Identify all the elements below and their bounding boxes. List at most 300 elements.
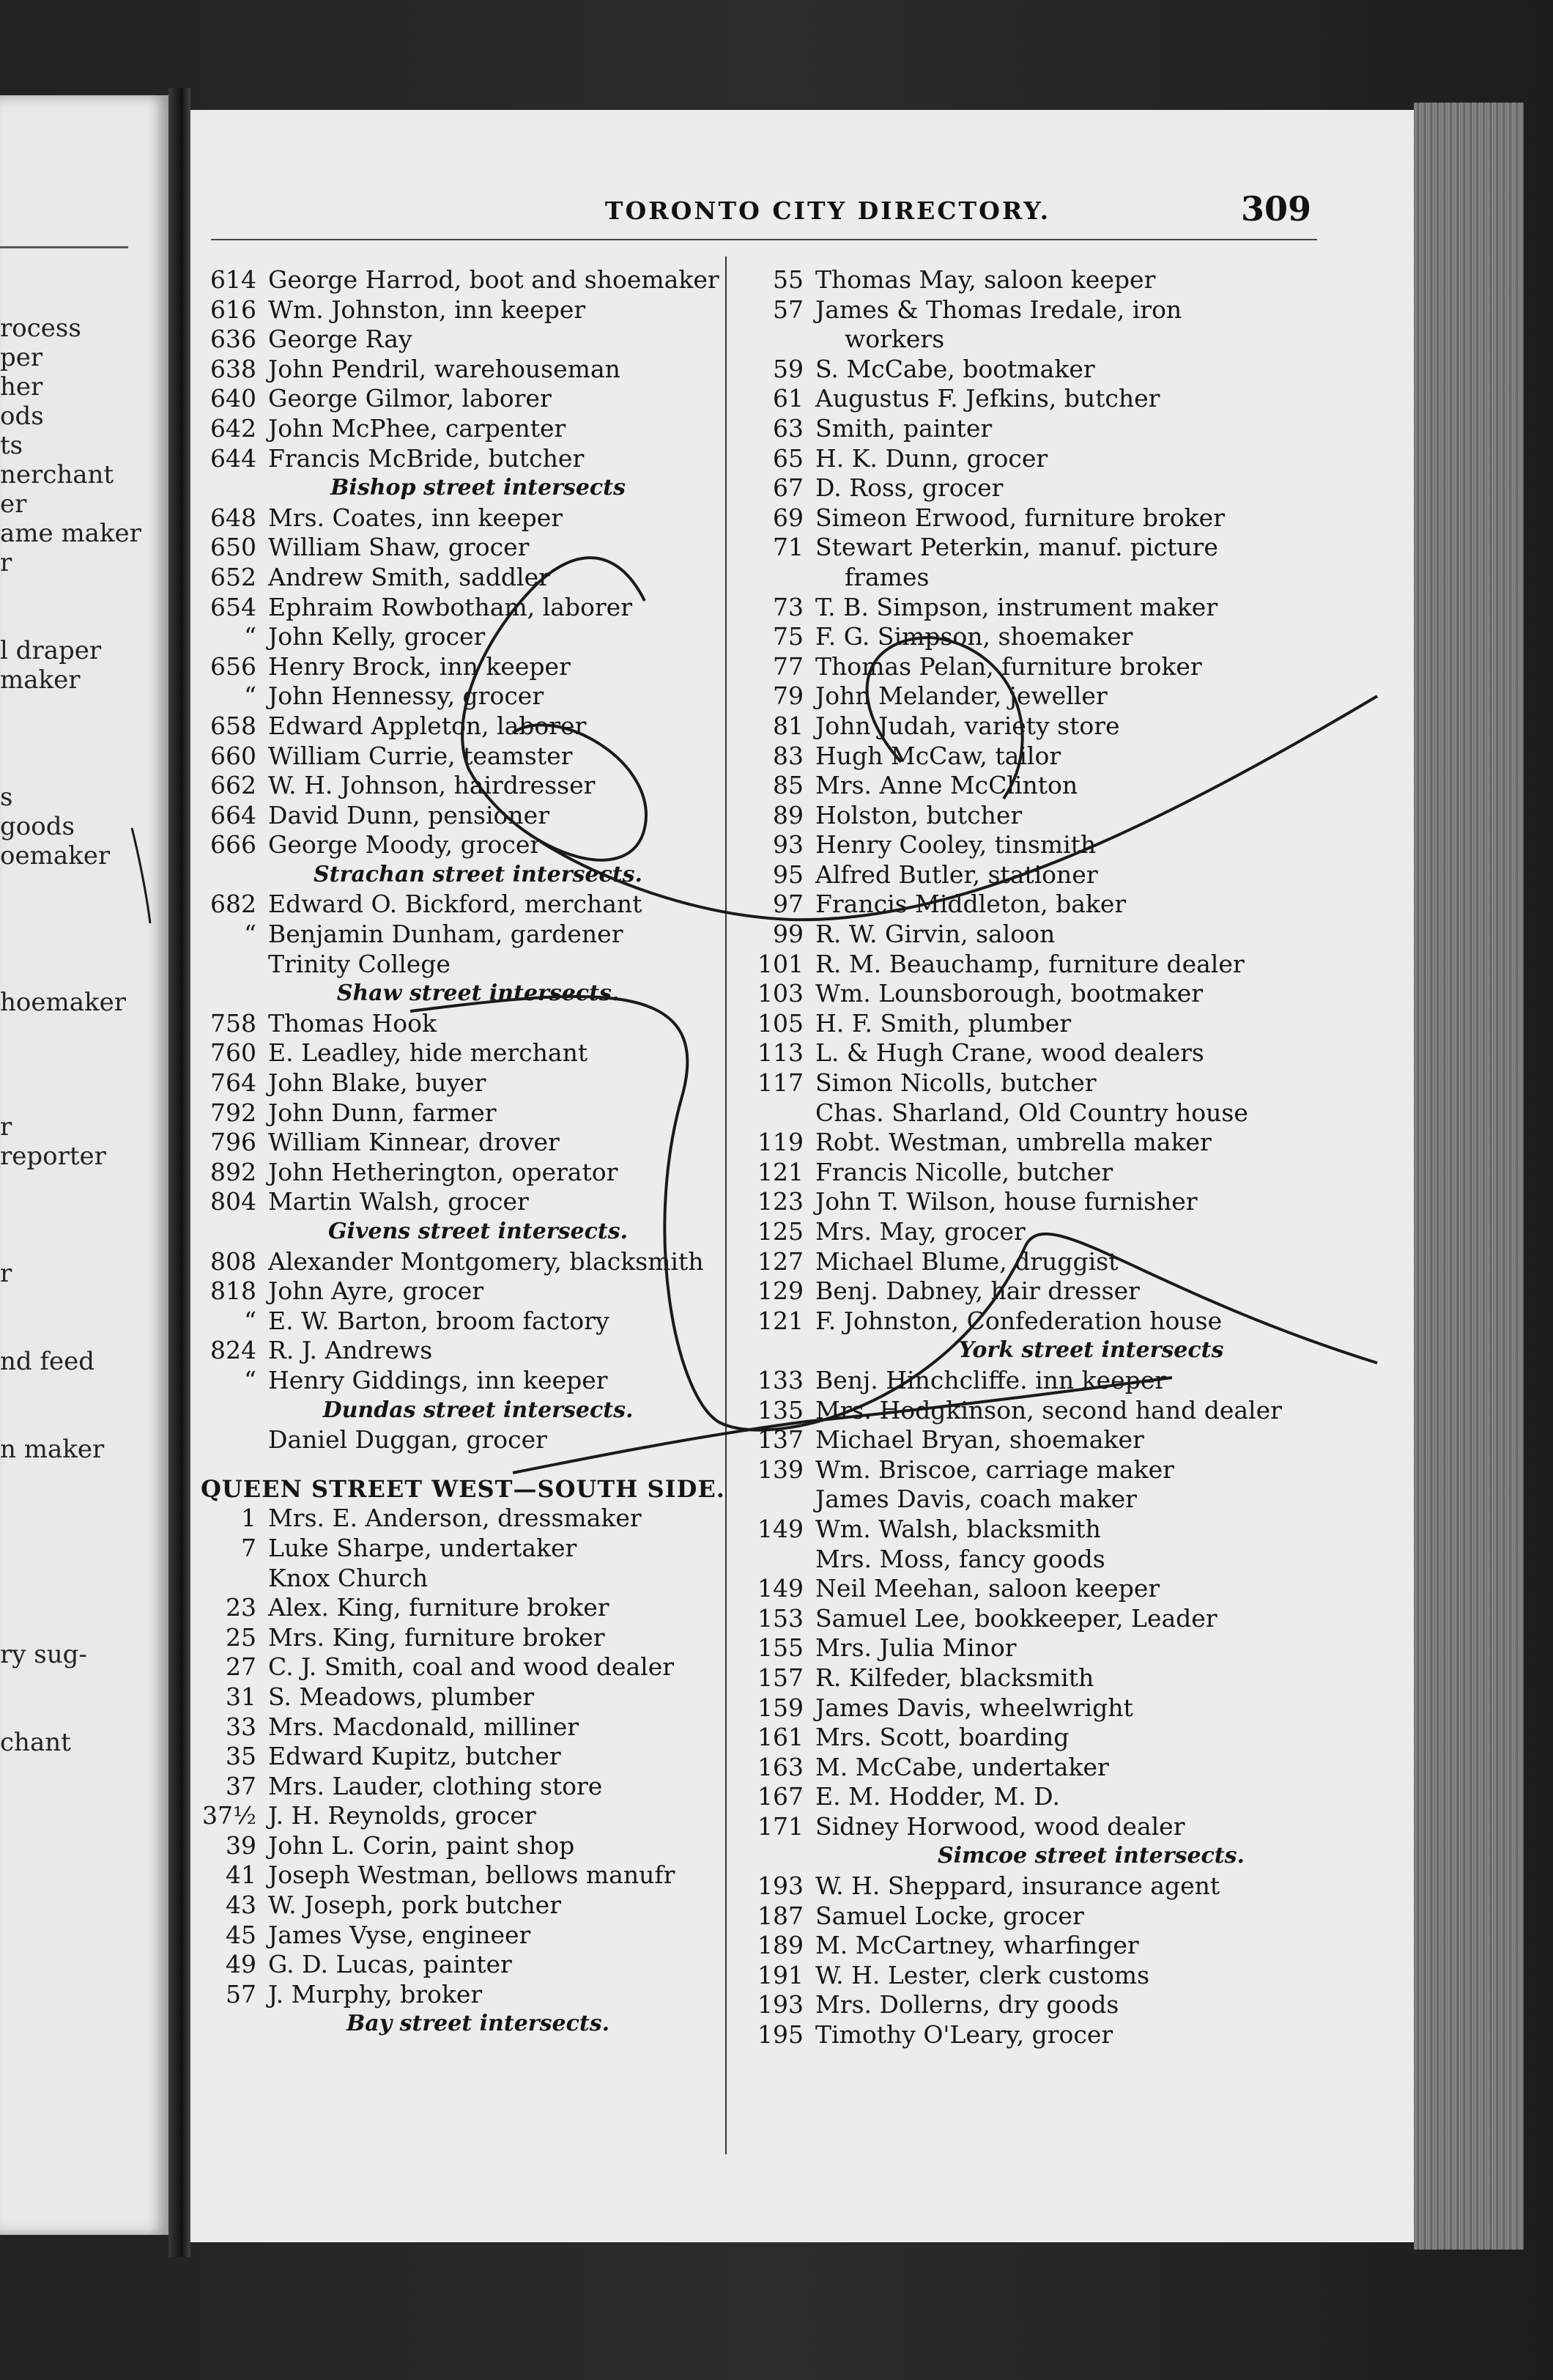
occupant: Henry Giddings, inn keeper	[268, 1365, 608, 1394]
occupant: M. McCartney, wharfinger	[815, 1931, 1139, 1960]
house-number: 658	[210, 711, 256, 740]
street-heading: QUEEN STREET WEST—SOUTH SIDE.	[201, 1474, 725, 1503]
occupant: M. McCabe, undertaker	[815, 1752, 1109, 1781]
left-page-line: nd feed	[0, 1347, 95, 1376]
occupant: John Dunn, farmer	[268, 1098, 497, 1127]
directory-entry	[734, 414, 1419, 444]
left-page-line: r	[0, 1112, 12, 1142]
occupant: Timothy O'Leary, grocer	[815, 2020, 1113, 2050]
house-number: 43	[226, 1891, 256, 1920]
house-number: 640	[210, 384, 256, 413]
occupant: Samuel Locke, grocer	[815, 1901, 1084, 1930]
left-page-line: hoemaker	[0, 988, 126, 1017]
directory-entry	[734, 950, 1419, 980]
directory-entry	[198, 503, 722, 533]
house-number: 660	[210, 741, 256, 770]
directory-entry	[198, 1652, 722, 1682]
occupant: Mrs. Scott, boarding	[815, 1723, 1070, 1752]
occupant: William Shaw, grocer	[268, 533, 530, 562]
house-number: 187	[757, 1901, 804, 1930]
house-number: 804	[210, 1187, 256, 1216]
directory-entry	[734, 593, 1419, 623]
occupant: Joseph Westman, bellows manufr	[268, 1860, 675, 1890]
directory-entry	[198, 1009, 722, 1039]
occupant: Samuel Lee, bookkeeper, Leader	[815, 1603, 1217, 1633]
left-page-line: chant	[0, 1728, 71, 1757]
directory-entry	[198, 384, 722, 414]
directory-entry	[198, 1038, 722, 1068]
directory-entry	[198, 1772, 722, 1802]
directory-entry	[198, 355, 722, 385]
house-number: 23	[226, 1593, 256, 1622]
occupant: George Ray	[268, 325, 412, 354]
cross-street-note: Shaw street intersects.	[336, 980, 620, 1007]
directory-entry	[734, 1633, 1419, 1663]
directory-entry	[198, 1336, 722, 1366]
house-number: 191	[757, 1960, 804, 1989]
left-page-line: r	[0, 1259, 12, 1288]
directory-entry	[198, 1950, 722, 1980]
directory-entry	[198, 801, 722, 831]
house-number: 129	[757, 1276, 804, 1306]
house-number: 105	[757, 1008, 804, 1038]
directory-entry	[734, 1217, 1419, 1247]
directory-entry	[198, 1276, 722, 1307]
occupant: Edward O. Bickford, merchant	[268, 890, 642, 919]
house-number: 758	[210, 1008, 256, 1038]
directory-entry	[734, 652, 1419, 682]
house-number: 35	[226, 1742, 256, 1771]
left-page-line: goods	[0, 812, 75, 841]
directory-entry	[734, 1038, 1419, 1068]
occupant: C. J. Smith, coal and wood dealer	[268, 1652, 675, 1682]
directory-entry	[198, 1128, 722, 1158]
directory-entry	[198, 1187, 722, 1217]
house-number: 81	[773, 711, 804, 740]
house-number: 155	[757, 1633, 804, 1663]
directory-entry	[734, 444, 1419, 474]
directory-entry	[734, 1723, 1419, 1753]
page-number: 309	[1240, 189, 1311, 229]
directory-entry	[198, 1921, 722, 1951]
occupant: Francis McBride, butcher	[268, 443, 585, 473]
house-number: 123	[757, 1187, 804, 1216]
house-number: 892	[210, 1157, 256, 1186]
occupant: Chas. Sharland, Old Country house	[815, 1098, 1248, 1127]
house-number	[734, 1545, 815, 1575]
directory-entry	[198, 830, 722, 860]
house-number	[198, 1425, 268, 1455]
occupant: R. W. Girvin, saloon	[815, 920, 1056, 949]
house-number: 163	[757, 1752, 804, 1781]
occupant: Simon Nicolls, butcher	[815, 1068, 1097, 1098]
directory-entry	[734, 1396, 1419, 1426]
directory-entry	[734, 712, 1419, 742]
house-number: “	[244, 622, 256, 651]
occupant: John Pendril, warehouseman	[268, 354, 620, 383]
cross-street-note: Bay street intersects.	[346, 2011, 610, 2037]
house-number: 103	[757, 979, 804, 1008]
house-number	[734, 325, 815, 355]
left-page-line: her	[0, 372, 43, 402]
directory-entry	[198, 1425, 722, 1455]
directory-entry	[198, 1098, 722, 1128]
occupant: Michael Bryan, shoemaker	[815, 1425, 1144, 1455]
occupant: John Judah, variety store	[815, 711, 1120, 740]
directory-entry	[198, 265, 722, 295]
occupant: John Blake, buyer	[268, 1068, 486, 1098]
directory-entry	[198, 622, 722, 652]
house-number: 760	[210, 1038, 256, 1068]
left-page-line: n maker	[0, 1435, 105, 1464]
left-page-line: s	[0, 783, 13, 812]
directory-entry	[734, 503, 1419, 533]
house-number: 49	[226, 1950, 256, 1979]
house-number: 99	[773, 920, 804, 949]
occupant: Mrs. Hodgkinson, second hand dealer	[815, 1395, 1282, 1424]
left-page-line: per	[0, 343, 43, 372]
occupant: Benjamin Dunham, gardener	[268, 920, 623, 949]
directory-entry	[198, 1247, 722, 1277]
house-number: 648	[210, 503, 256, 532]
directory-entry	[734, 801, 1419, 831]
house-number: 55	[773, 265, 804, 294]
occupant: Andrew Smith, saddler	[268, 562, 550, 591]
house-number: 77	[773, 651, 804, 681]
occupant: Mrs. Coates, inn keeper	[268, 503, 563, 532]
directory-entry	[734, 681, 1419, 712]
house-number: 654	[210, 592, 256, 621]
house-number: 61	[773, 384, 804, 413]
directory-entry	[734, 1128, 1419, 1158]
house-number: 97	[773, 890, 804, 919]
house-number: 824	[210, 1336, 256, 1365]
directory-entry	[734, 1693, 1419, 1723]
occupant: L. & Hugh Crane, wood dealers	[815, 1038, 1204, 1068]
occupant: S. Meadows, plumber	[268, 1682, 535, 1711]
occupant: John Kelly, grocer	[268, 622, 486, 651]
house-number: 636	[210, 325, 256, 354]
left-page-line: l draper	[0, 636, 102, 665]
occupant: Wm. Briscoe, carriage maker	[815, 1455, 1174, 1484]
occupant: Augustus F. Jefkins, butcher	[815, 384, 1160, 413]
directory-entry	[734, 1455, 1419, 1485]
occupant: R. Kilfeder, blacksmith	[815, 1663, 1094, 1692]
directory-entry	[734, 1961, 1419, 1991]
directory-entry	[198, 1504, 722, 1534]
house-number: 662	[210, 771, 256, 800]
directory-entry	[734, 1425, 1419, 1455]
house-number: 71	[773, 533, 804, 562]
occupant: Hugh McCaw, tailor	[815, 741, 1061, 770]
directory-entry	[734, 979, 1419, 1009]
occupant: George Moody, grocer	[268, 830, 542, 860]
occupant: Knox Church	[268, 1563, 429, 1592]
directory-entry	[198, 1742, 722, 1772]
occupant: Henry Cooley, tinsmith	[815, 830, 1097, 860]
directory-entry	[734, 1545, 1419, 1575]
house-number: 27	[226, 1652, 256, 1682]
directory-entry	[734, 473, 1419, 503]
occupant: John Ayre, grocer	[268, 1276, 484, 1306]
house-number: 121	[757, 1157, 804, 1186]
directory-entry	[734, 1485, 1419, 1515]
house-number: 41	[226, 1860, 256, 1890]
occupant: George Gilmor, laborer	[268, 384, 552, 413]
directory-entry	[734, 1782, 1419, 1812]
occupant: J. Murphy, broker	[268, 1979, 483, 2008]
house-number: 45	[226, 1920, 256, 1949]
page-edges	[1414, 103, 1524, 2250]
directory-entry	[734, 1247, 1419, 1277]
occupant: Mrs. King, furniture broker	[268, 1622, 605, 1652]
house-number: 638	[210, 354, 256, 383]
occupant: H. F. Smith, plumber	[815, 1008, 1072, 1038]
occupant: James Davis, wheelwright	[815, 1693, 1133, 1722]
directory-entry	[734, 890, 1419, 920]
house-number: 121	[757, 1306, 804, 1335]
occupant: Robt. Westman, umbrella maker	[815, 1128, 1212, 1157]
directory-entry	[198, 1623, 722, 1653]
occupant: Mrs. Julia Minor	[815, 1633, 1017, 1663]
house-number	[734, 1098, 815, 1128]
occupant: John McPhee, carpenter	[268, 413, 566, 443]
occupant: H. K. Dunn, grocer	[815, 443, 1048, 473]
directory-entry	[198, 890, 722, 920]
house-number: 33	[226, 1712, 256, 1741]
directory-entry	[734, 1604, 1419, 1634]
directory-entry	[734, 1158, 1419, 1188]
house-number: “	[244, 920, 256, 949]
running-head: TORONTO CITY DIRECTORY.	[604, 196, 1051, 225]
house-number: 39	[226, 1830, 256, 1860]
occupant: Trinity College	[268, 949, 451, 978]
directory-entry	[734, 265, 1419, 295]
occupant: E. W. Barton, broom factory	[268, 1306, 609, 1335]
directory-entry	[734, 1812, 1419, 1842]
directory-entry	[198, 1980, 722, 2010]
occupant: William Kinnear, drover	[268, 1128, 560, 1157]
house-number: 818	[210, 1276, 256, 1306]
occupant: J. H. Reynolds, grocer	[268, 1801, 536, 1830]
occupant: W. H. Sheppard, insurance agent	[815, 1871, 1220, 1901]
house-number: 95	[773, 860, 804, 889]
occupant: Wm. Walsh, blacksmith	[815, 1514, 1101, 1543]
house-number: 193	[757, 1990, 804, 2019]
house-number: 652	[210, 562, 256, 591]
directory-entry	[734, 1515, 1419, 1545]
directory-entry	[198, 771, 722, 801]
house-number: 161	[757, 1723, 804, 1752]
directory-entry	[734, 1068, 1419, 1098]
occupant: T. B. Simpson, instrument maker	[815, 592, 1218, 621]
occupant: Mrs. Dollerns, dry goods	[815, 1990, 1119, 2019]
left-page-line: ts	[0, 431, 23, 460]
occupant: R. M. Beauchamp, furniture dealer	[815, 949, 1245, 978]
house-number: 63	[773, 413, 804, 443]
house-number: 113	[757, 1038, 804, 1068]
directory-entry	[734, 325, 1419, 355]
occupant: James Davis, coach maker	[815, 1485, 1137, 1514]
left-column	[198, 265, 725, 2039]
directory-entry	[734, 771, 1419, 801]
directory-entry	[734, 295, 1419, 325]
occupant: Daniel Duggan, grocer	[268, 1425, 547, 1455]
directory-entry	[198, 1158, 722, 1188]
left-page-rule	[0, 246, 128, 248]
house-number: 65	[773, 443, 804, 473]
cross-street-note: Simcoe street intersects.	[937, 1843, 1245, 1869]
left-page-line: ame maker	[0, 519, 141, 548]
directory-entry	[198, 533, 722, 563]
house-number	[198, 950, 268, 980]
book-gutter	[168, 88, 190, 2257]
left-page-fragment	[0, 95, 168, 2235]
occupant: F. Johnston, Confederation house	[815, 1306, 1223, 1335]
left-page-line: reporter	[0, 1142, 106, 1171]
house-number	[198, 1564, 268, 1594]
house-number: 37½	[202, 1801, 256, 1830]
house-number: 25	[226, 1622, 256, 1652]
directory-entry	[734, 384, 1419, 414]
directory-entry	[198, 950, 722, 980]
occupant: R. J. Andrews	[268, 1336, 433, 1365]
left-page-line: nerchant	[0, 460, 114, 489]
house-number: 75	[773, 622, 804, 651]
house-number: 57	[226, 1979, 256, 2008]
house-number: “	[244, 1365, 256, 1394]
house-number: 149	[757, 1574, 804, 1603]
directory-entry	[198, 1682, 722, 1712]
house-number: 792	[210, 1098, 256, 1127]
directory-entry	[198, 1366, 722, 1396]
occupant: frames	[845, 562, 930, 591]
directory-entry	[198, 1712, 722, 1742]
house-number: 614	[210, 265, 256, 294]
directory-entry	[198, 681, 722, 712]
house-number: 137	[757, 1425, 804, 1455]
house-number: 159	[757, 1693, 804, 1722]
occupant: S. McCabe, bootmaker	[815, 354, 1095, 383]
directory-entry	[198, 712, 722, 742]
occupant: Stewart Peterkin, manuf. picture	[815, 533, 1218, 562]
directory-entry	[734, 2020, 1419, 2050]
directory-entry	[734, 1307, 1419, 1337]
house-number: “	[244, 681, 256, 711]
cross-street-note: Givens street intersects.	[327, 1219, 629, 1244]
house-number: 37	[226, 1771, 256, 1800]
house-number: 125	[757, 1217, 804, 1246]
occupant: Wm. Johnston, inn keeper	[268, 295, 586, 324]
directory-entry	[734, 742, 1419, 772]
occupant: Mrs. Anne McClinton	[815, 771, 1078, 800]
house-number: 682	[210, 890, 256, 919]
occupant: David Dunn, pensioner	[268, 800, 549, 829]
cross-street-note: Strachan street intersects.	[314, 861, 642, 887]
occupant: Holston, butcher	[815, 800, 1023, 829]
left-page-line: rocess	[0, 314, 81, 343]
directory-entry	[734, 1366, 1419, 1396]
occupant: Luke Sharpe, undertaker	[268, 1533, 577, 1562]
directory-entry	[734, 563, 1419, 593]
occupant: Henry Brock, inn keeper	[268, 651, 571, 681]
directory-entry	[198, 1801, 722, 1831]
directory-entry	[198, 652, 722, 682]
directory-entry	[198, 1860, 722, 1891]
house-number: 153	[757, 1603, 804, 1633]
directory-entry	[734, 1574, 1419, 1604]
spacer	[198, 1455, 722, 1474]
occupant: Smith, painter	[815, 413, 993, 443]
left-page-line: ry sug-	[0, 1640, 87, 1669]
directory-entry	[734, 355, 1419, 385]
house-number: 135	[757, 1395, 804, 1424]
house-number: 101	[757, 949, 804, 978]
occupant: John L. Corin, paint shop	[268, 1830, 575, 1860]
house-number: 73	[773, 592, 804, 621]
house-number: 127	[757, 1246, 804, 1276]
directory-entry	[198, 593, 722, 623]
house-number: 67	[773, 473, 804, 503]
occupant: Thomas Pelan, furniture broker	[815, 651, 1202, 681]
occupant: George Harrod, boot and shoemaker	[268, 265, 719, 294]
occupant: Thomas Hook	[268, 1008, 437, 1038]
house-number: 796	[210, 1128, 256, 1157]
occupant: Benj. Dabney, hair dresser	[815, 1276, 1140, 1306]
house-number: 139	[757, 1455, 804, 1484]
house-number: 79	[773, 681, 804, 711]
directory-entry	[198, 1891, 722, 1921]
house-number: 85	[773, 771, 804, 800]
house-number: 195	[757, 2020, 804, 2050]
directory-entry	[734, 1187, 1419, 1217]
left-page-line: oemaker	[0, 841, 111, 871]
house-number: 31	[226, 1682, 256, 1711]
house-number: 1	[241, 1504, 256, 1533]
cross-street-note: York street intersects	[958, 1337, 1224, 1364]
directory-entry	[198, 414, 722, 444]
house-number: 69	[773, 503, 804, 532]
occupant: E. Leadley, hide merchant	[268, 1038, 588, 1068]
directory-entry	[198, 1068, 722, 1098]
house-number: 808	[210, 1246, 256, 1276]
occupant: John T. Wilson, house furnisher	[815, 1187, 1198, 1216]
occupant: W. H. Lester, clerk customs	[815, 1960, 1150, 1989]
directory-entry	[198, 563, 722, 593]
occupant: W. H. Johnson, hairdresser	[268, 771, 596, 800]
directory-entry	[198, 1564, 722, 1594]
house-number: 650	[210, 533, 256, 562]
directory-entry	[734, 860, 1419, 890]
occupant: James Vyse, engineer	[268, 1920, 531, 1949]
occupant: Sidney Horwood, wood dealer	[815, 1811, 1185, 1841]
occupant: John Melander, jeweller	[815, 681, 1108, 711]
occupant: Alexander Montgomery, blacksmith	[268, 1246, 704, 1276]
house-number: 764	[210, 1068, 256, 1098]
directory-entry	[734, 1871, 1419, 1902]
occupant: John Hennessy, grocer	[268, 681, 544, 711]
house-number: 133	[757, 1365, 804, 1394]
occupant: Mrs. May, grocer	[815, 1217, 1026, 1246]
house-number: 189	[757, 1931, 804, 1960]
directory-entry	[734, 1931, 1419, 1961]
house-number: 193	[757, 1871, 804, 1901]
right-column	[734, 265, 1419, 2050]
occupant: G. D. Lucas, painter	[268, 1950, 512, 1979]
directory-entry	[198, 325, 722, 355]
occupant: Mrs. Macdonald, milliner	[268, 1712, 579, 1741]
house-number: 7	[241, 1533, 256, 1562]
